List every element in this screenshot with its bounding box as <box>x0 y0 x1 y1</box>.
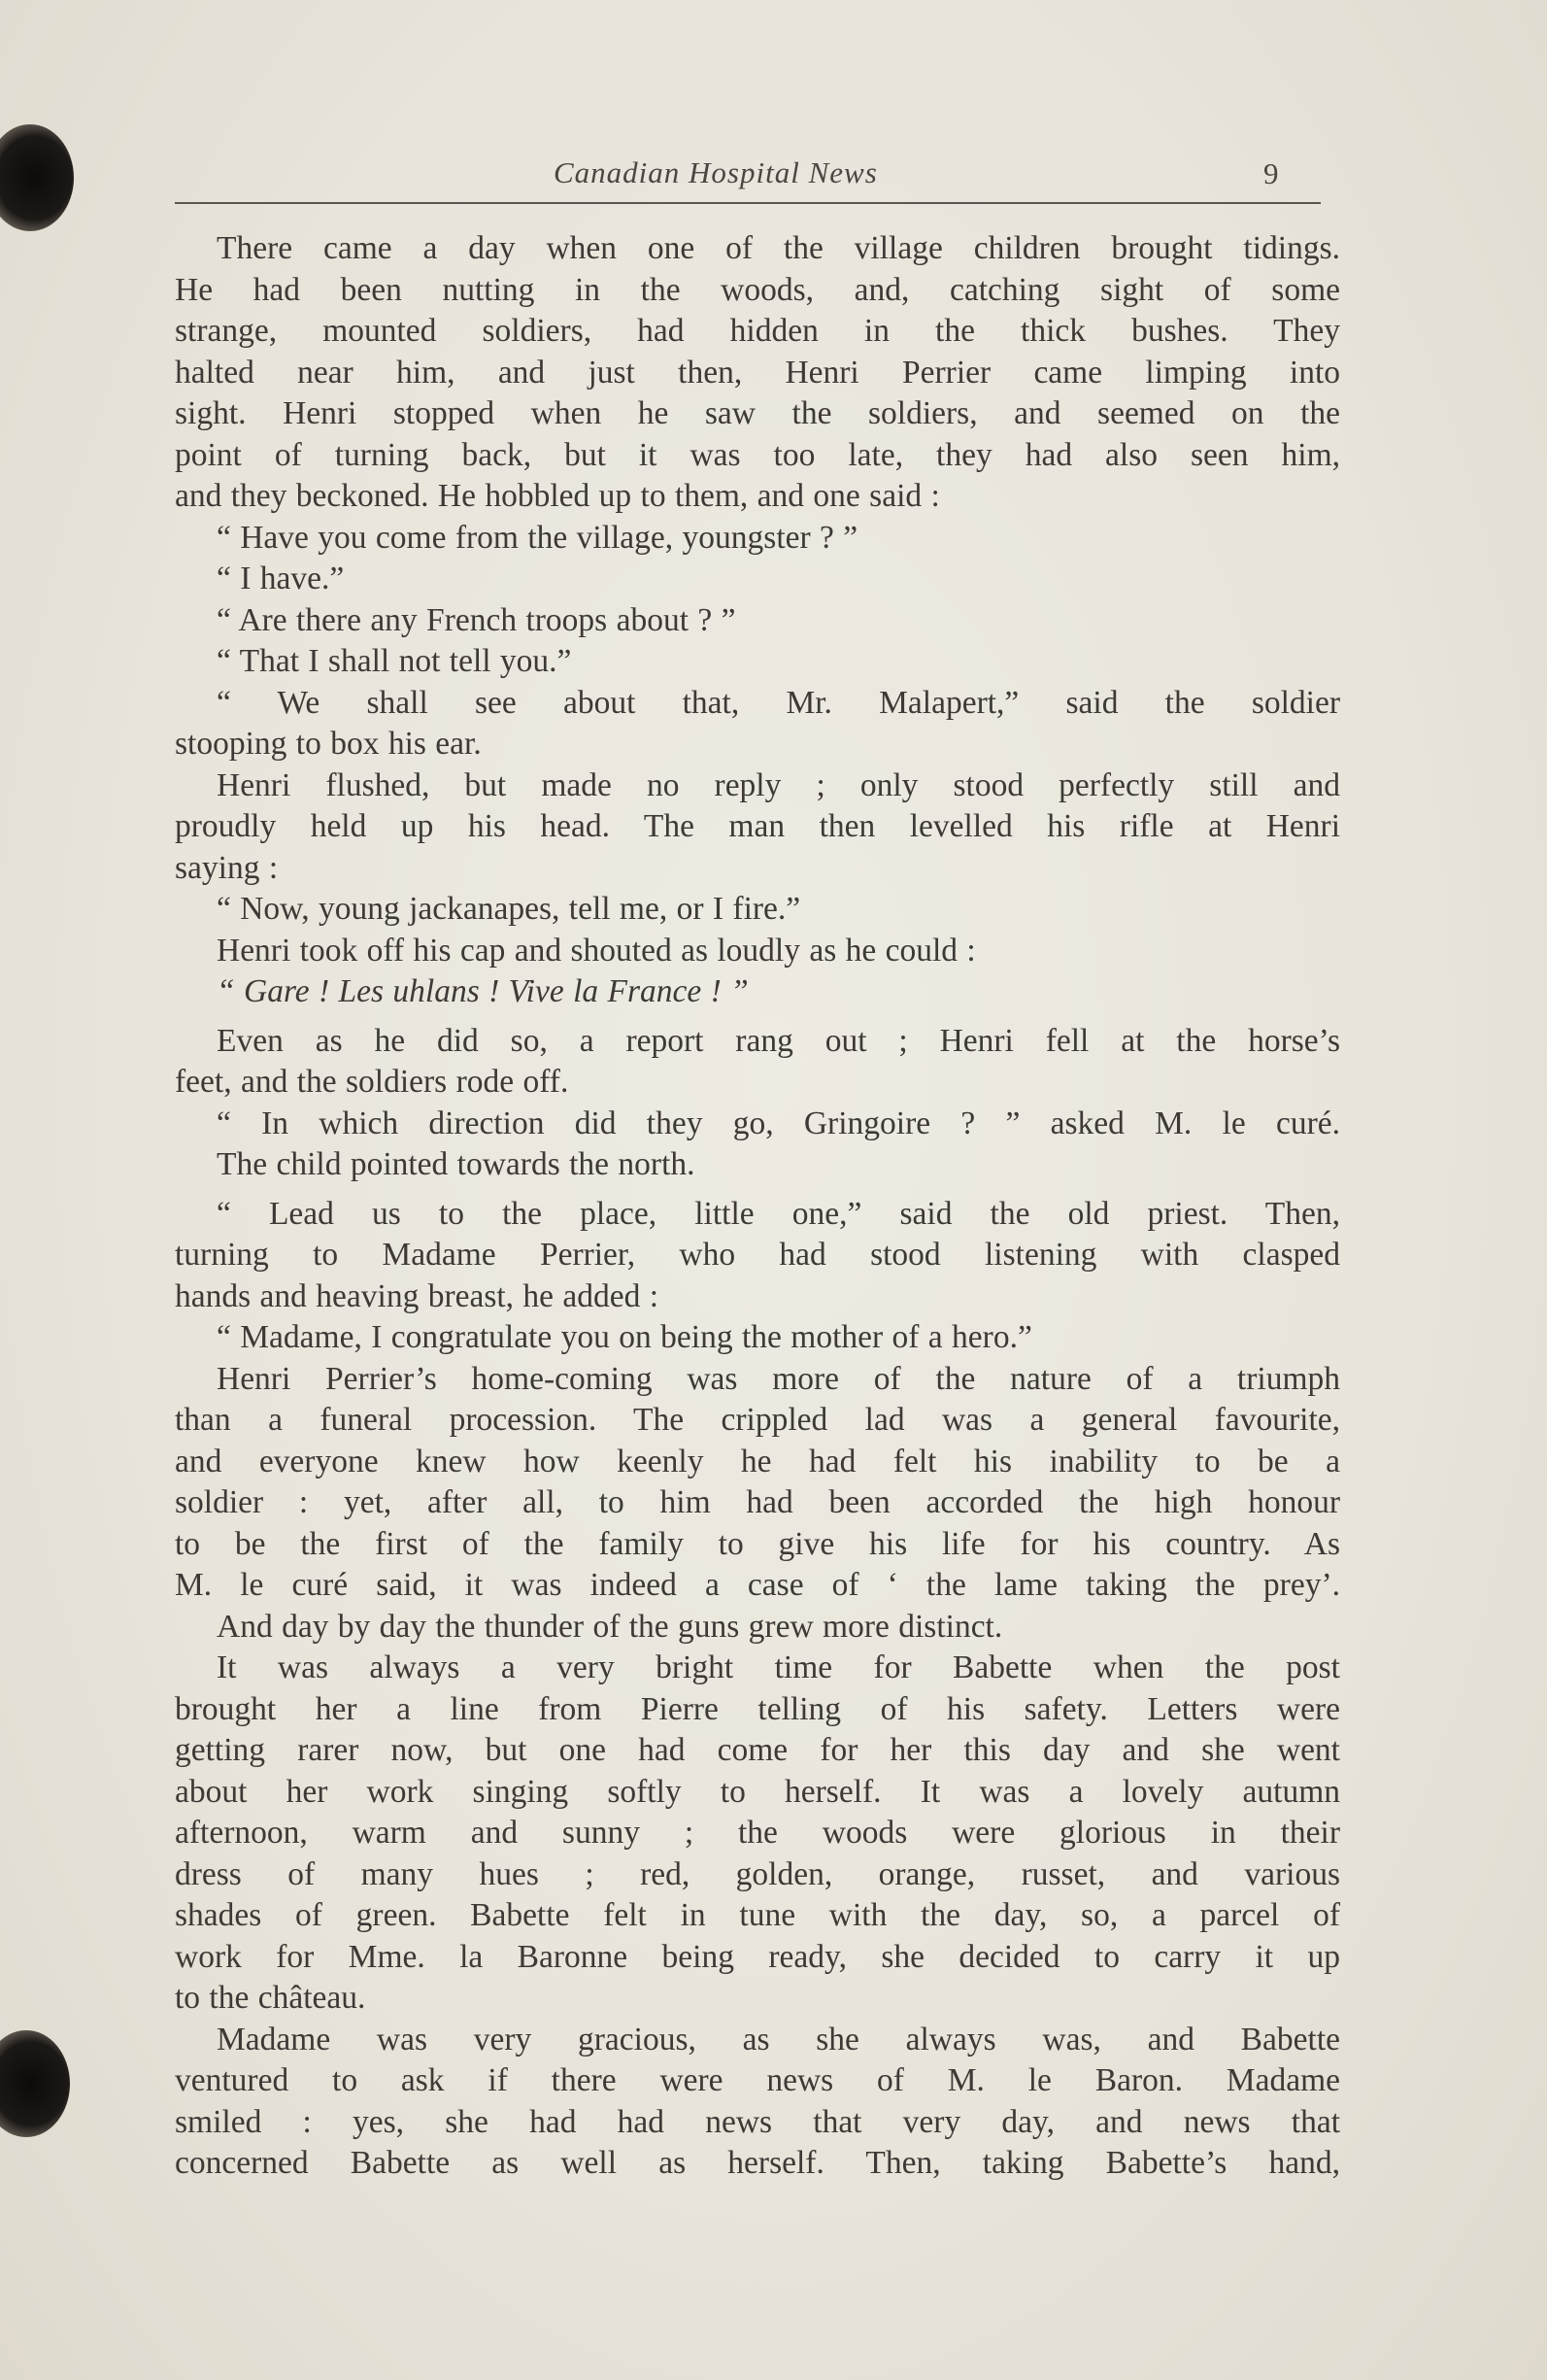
text-line: work for Mme. la Baronne being ready, she decided to carry it up <box>175 1938 1340 1975</box>
text-line: point of turning back, but it was too late, they had also seen him, <box>175 436 1340 473</box>
text-line: “ Lead us to the place, little one,” said the old priest. Then, <box>217 1195 1340 1232</box>
page-header <box>165 146 1330 204</box>
text-line: The child pointed towards the north. <box>217 1146 695 1182</box>
text-line: “ Now, young jackanapes, tell me, or I fire.” <box>217 891 801 927</box>
binding-hole-top <box>0 124 74 231</box>
text-line: And day by day the thunder of the guns grew more distinct. <box>217 1608 1003 1645</box>
text-line: Henri took off his cap and shouted as loudly as he could : <box>217 932 976 969</box>
text-line: turning to Madame Perrier, who had stood listening with clasped <box>175 1237 1340 1273</box>
text-line: afternoon, warm and sunny ; the woods were glorious in their <box>175 1815 1340 1851</box>
text-line: proudly held up his head. The man then levelled his rifle at Henri <box>175 808 1340 844</box>
text-line: hands and heaving breast, he added : <box>175 1277 659 1314</box>
text-line: He had been nutting in the woods, and, catching sight of some <box>175 271 1340 308</box>
page-number: 9 <box>1263 156 1279 190</box>
text-line: Even as he did so, a report rang out ; Henri fell at the horse’s <box>217 1022 1340 1059</box>
text-line: “ Have you come from the village, youngster ? ” <box>217 519 858 556</box>
text-line: and everyone knew how keenly he had felt his inability to be a <box>175 1443 1340 1479</box>
text-line: soldier : yet, after all, to him had been accorded the high honour <box>175 1484 1340 1520</box>
text-line: and they beckoned. He hobbled up to them, and one said : <box>175 478 940 514</box>
text-line: smiled : yes, she had had news that very day, and news that <box>175 2103 1340 2140</box>
text-line: sight. Henri stopped when he saw the soldiers, and seemed on the <box>175 395 1340 431</box>
text-line: “ Madame, I congratulate you on being the mother of a hero.” <box>217 1319 1032 1355</box>
text-line: “ We shall see about that, Mr. Malapert,” said the soldier <box>217 684 1340 721</box>
text-line: It was always a very bright time for Babette when the post <box>217 1649 1340 1685</box>
text-line: “ That I shall not tell you.” <box>217 643 572 679</box>
text-line: halted near him, and just then, Henri Perrier came limping into <box>175 354 1340 391</box>
text-line: brought her a line from Pierre telling of his safety. Letters were <box>175 1690 1340 1727</box>
text-line: stooping to box his ear. <box>175 726 482 762</box>
text-line: “ I have.” <box>217 561 345 596</box>
text-line: “ In which direction did they go, Gringoire ? ” asked M. le curé. <box>217 1105 1340 1141</box>
text-line: than a funeral procession. The crippled lad was a general favourite, <box>175 1402 1340 1438</box>
text-line: shades of green. Babette felt in tune with the day, so, a parcel of <box>175 1897 1340 1933</box>
text-line: about her work singing softly to herself. It was a lovely autumn <box>175 1773 1340 1810</box>
text-line: dress of many hues ; red, golden, orange, russet, and various <box>175 1855 1340 1892</box>
text-line: feet, and the soldiers rode off. <box>175 1064 569 1100</box>
header-rule <box>175 202 1321 204</box>
text-line: M. le curé said, it was indeed a case of ‘ the lame taking the prey’. <box>175 1567 1340 1603</box>
body-text <box>175 228 1340 2185</box>
running-title: Canadian Hospital News <box>554 155 878 189</box>
text-line: Madame was very gracious, as she always was, and Babette <box>217 2021 1340 2057</box>
text-line: concerned Babette as well as herself. Then, taking Babette’s hand, <box>175 2145 1340 2181</box>
text-line: Henri flushed, but made no reply ; only stood perfectly still and <box>217 766 1340 803</box>
text-line: There came a day when one of the village children brought tidings. <box>217 230 1340 266</box>
text-line: “ Are there any French troops about ? ” <box>217 601 736 638</box>
text-line: getting rarer now, but one had come for her this day and she went <box>175 1732 1340 1768</box>
text-line: “ Gare ! Les uhlans ! Vive la France ! ” <box>217 973 749 1009</box>
binding-hole-bottom <box>0 2030 70 2137</box>
text-line: ventured to ask if there were news of M. le Baron. Madame <box>175 2062 1340 2098</box>
text-line: strange, mounted soldiers, had hidden in the thick bushes. They <box>175 313 1340 349</box>
text-line: to the château. <box>175 1980 366 2016</box>
text-line: saying : <box>175 849 279 886</box>
text-line: to be the first of the family to give his life for his country. As <box>175 1525 1340 1562</box>
text-line: Henri Perrier’s home-coming was more of the nature of a triumph <box>217 1360 1340 1397</box>
